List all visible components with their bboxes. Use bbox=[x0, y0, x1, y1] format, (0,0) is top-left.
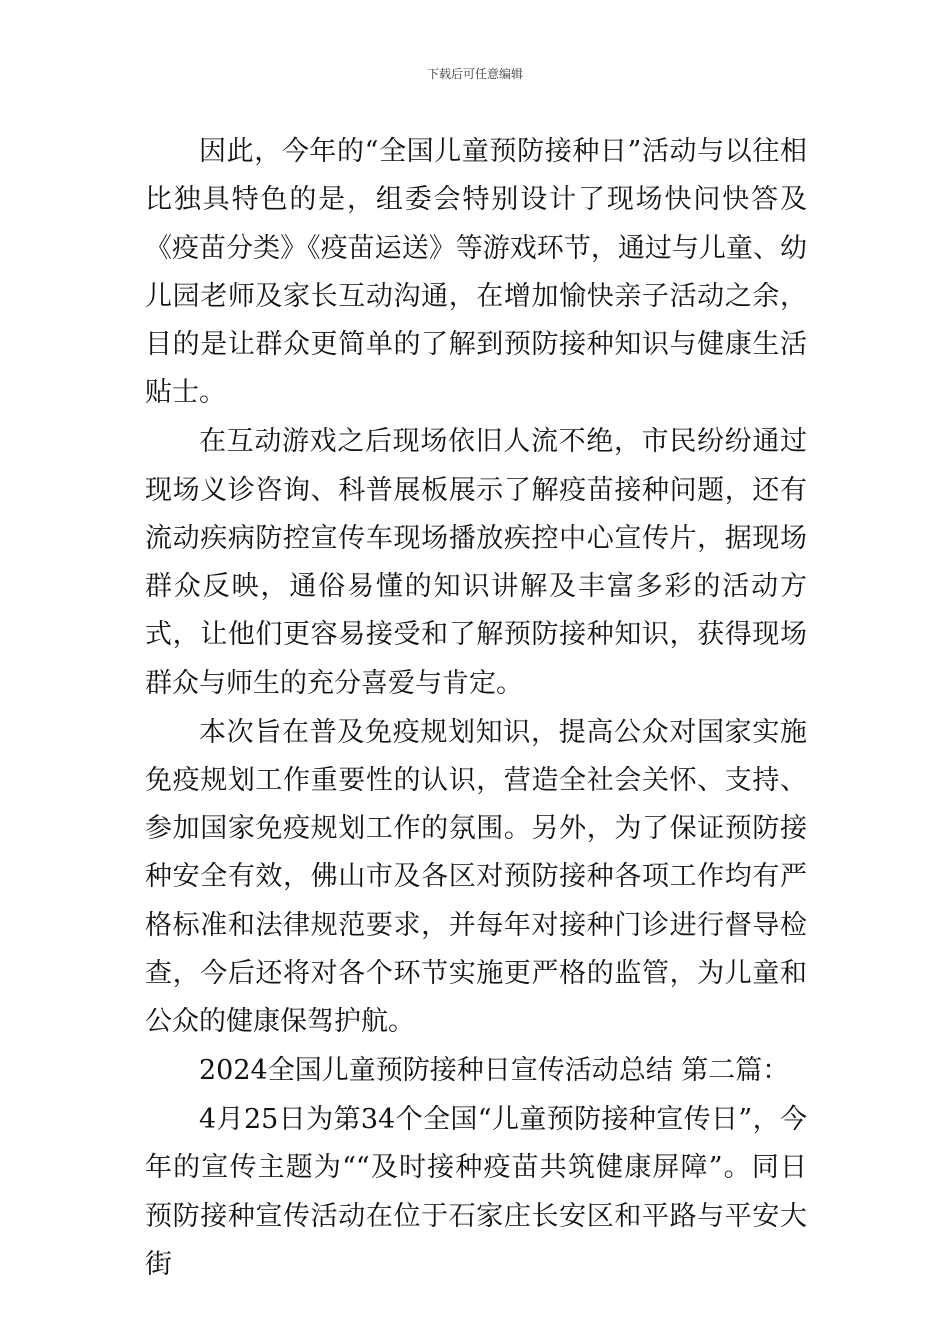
paragraph-3: 本次旨在普及免疫规划知识，提高公众对国家实施免疫规划工作重要性的认识，营造全社会关怀、支持、参加国家免疫规划工作的氛围。另外，为了保证预防接种安全有效，佛山市及各区对预防接种各项工作均有严格标准和法律规范要求，并每年对接种门诊进行督导检查，今后还将对各个环节实施更严格的监管，为儿童和公众的健康保驾护航。 bbox=[145, 716, 807, 1038]
document-body bbox=[145, 128, 807, 1289]
paragraph-1: 因此，今年的“全国儿童预防接种日”活动与以往相比独具特色的是，组委会特别设计了现场快问快答及《疫苗分类》《疫苗运送》等游戏环节，通过与儿童、幼儿园老师及家长互动沟通，在增加愉快亲子活动之余，目的是让群众更简单的了解到预防接种知识与健康生活贴士。 bbox=[145, 136, 807, 409]
paragraph-2: 在互动游戏之后现场依旧人流不绝，市民纷纷通过现场义诊咨询、科普展板展示了解疫苗接种问题，还有流动疾病防控宣传车现场播放疾控中心宣传片，据现场群众反映，通俗易懂的知识讲解及丰富多彩的活动方式，让他们更容易接受和了解预防接种知识，获得现场群众与师生的充分喜爱与肯定。 bbox=[145, 426, 807, 699]
paragraph-5: 4月25日为第34个全国“儿童预防接种宣传日”，今年的宣传主题为““及时接种疫苗共筑健康屏障”。同日预防接种宣传活动在位于石家庄长安区和平路与平安大街 bbox=[145, 1103, 807, 1280]
page-header-note: 下载后可任意编辑 bbox=[426, 67, 523, 81]
section-heading: 2024全国儿童预防接种日宣传活动总结 第二篇： bbox=[199, 1055, 790, 1087]
